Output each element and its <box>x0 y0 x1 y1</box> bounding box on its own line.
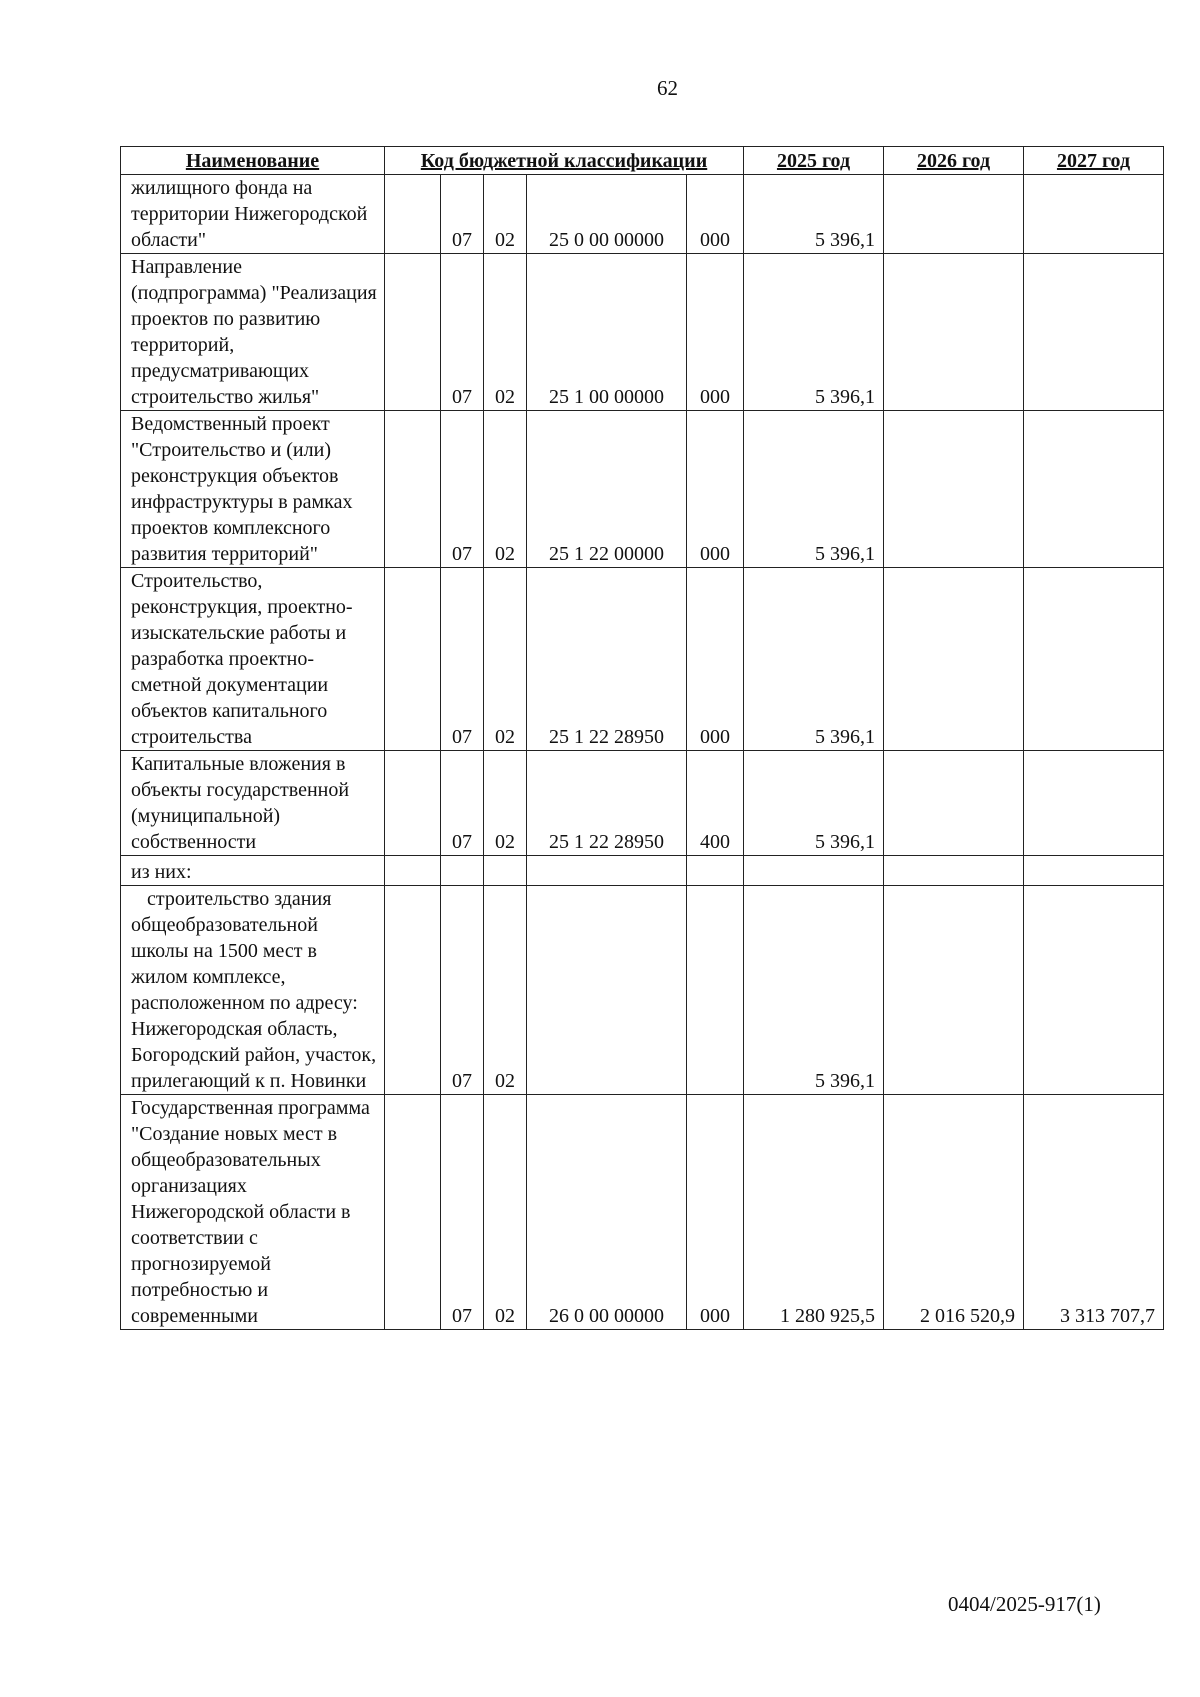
row-code-col1 <box>385 254 441 411</box>
row-section: 07 <box>441 175 484 254</box>
row-name: жилищного фонда на территории Нижегородской области" <box>121 175 385 254</box>
row-name: из них: <box>121 856 385 886</box>
row-code-col1 <box>385 886 441 1095</box>
row-subsection: 02 <box>484 254 527 411</box>
row-section: 07 <box>441 254 484 411</box>
row-target-article: 26 0 00 00000 <box>527 1095 687 1330</box>
row-value-2025: 5 396,1 <box>744 568 884 751</box>
row-expense-type: 000 <box>687 254 744 411</box>
budget-table <box>120 146 1164 1330</box>
table-row <box>121 411 1164 568</box>
row-value-2026 <box>884 886 1024 1095</box>
row-expense-type <box>687 886 744 1095</box>
row-value-2025: 5 396,1 <box>744 254 884 411</box>
row-code-col1 <box>385 1095 441 1330</box>
table-header-row <box>121 147 1164 175</box>
row-target-article: 25 1 00 00000 <box>527 254 687 411</box>
header-2027: 2027 год <box>1024 147 1164 175</box>
row-section: 07 <box>441 1095 484 1330</box>
row-section: 07 <box>441 411 484 568</box>
row-value-2025: 5 396,1 <box>744 751 884 856</box>
row-value-2026 <box>884 411 1024 568</box>
row-name: Строительство, реконструкция, проектно-изыскательские работы и разработка проектно-сметной документации объектов капитального строительства <box>121 568 385 751</box>
row-subsection: 02 <box>484 568 527 751</box>
row-value-2027 <box>1024 254 1164 411</box>
row-section: 07 <box>441 751 484 856</box>
row-expense-type: 000 <box>687 568 744 751</box>
row-target-article: 25 1 22 28950 <box>527 751 687 856</box>
row-code-col1 <box>385 856 441 886</box>
row-value-2027 <box>1024 175 1164 254</box>
row-value-2025: 5 396,1 <box>744 175 884 254</box>
row-value-2026 <box>884 856 1024 886</box>
row-subsection: 02 <box>484 886 527 1095</box>
row-value-2026 <box>884 751 1024 856</box>
table-row <box>121 254 1164 411</box>
row-expense-type: 000 <box>687 1095 744 1330</box>
row-value-2027 <box>1024 568 1164 751</box>
header-2026: 2026 год <box>884 147 1024 175</box>
row-name: Государственная программа "Создание новых мест в общеобразовательных организациях Нижегородской области в соответствии с прогнозируемой потребностью и современными <box>121 1095 385 1330</box>
row-value-2025: 5 396,1 <box>744 411 884 568</box>
row-target-article: 25 1 22 00000 <box>527 411 687 568</box>
header-name: Наименование <box>121 147 385 175</box>
row-code-col1 <box>385 175 441 254</box>
row-name: Капитальные вложения в объекты государственной (муниципальной) собственности <box>121 751 385 856</box>
document-id: 0404/2025-917(1) <box>948 1592 1101 1616</box>
row-expense-type: 400 <box>687 751 744 856</box>
page-number: 62 <box>657 76 678 100</box>
row-code-col1 <box>385 751 441 856</box>
row-value-2026 <box>884 175 1024 254</box>
row-value-2027 <box>1024 856 1164 886</box>
row-value-2027 <box>1024 886 1164 1095</box>
table-row <box>121 175 1164 254</box>
row-value-2025: 5 396,1 <box>744 886 884 1095</box>
table-row <box>121 886 1164 1095</box>
row-value-2027: 3 313 707,7 <box>1024 1095 1164 1330</box>
row-subsection: 02 <box>484 175 527 254</box>
row-subsection <box>484 856 527 886</box>
row-expense-type: 000 <box>687 411 744 568</box>
row-value-2026 <box>884 568 1024 751</box>
table-row <box>121 568 1164 751</box>
table-row <box>121 751 1164 856</box>
row-target-article: 25 1 22 28950 <box>527 568 687 751</box>
row-name: строительство здания общеобразовательной школы на 1500 мест в жилом комплексе, расположенном по адресу: Нижегородская область, Богородский район, участок, прилегающий к п. Новинки <box>121 886 385 1095</box>
row-value-2025 <box>744 856 884 886</box>
row-value-2026: 2 016 520,9 <box>884 1095 1024 1330</box>
row-expense-type <box>687 856 744 886</box>
row-value-2027 <box>1024 411 1164 568</box>
row-value-2026 <box>884 254 1024 411</box>
header-2025: 2025 год <box>744 147 884 175</box>
row-section <box>441 856 484 886</box>
table-row <box>121 1095 1164 1330</box>
row-name: Ведомственный проект "Строительство и (или) реконструкция объектов инфраструктуры в рамках проектов комплексного развития территорий" <box>121 411 385 568</box>
row-name: Направление (подпрограмма) "Реализация проектов по развитию территорий, предусматривающих строительство жилья" <box>121 254 385 411</box>
table-row <box>121 856 1164 886</box>
row-subsection: 02 <box>484 751 527 856</box>
row-subsection: 02 <box>484 1095 527 1330</box>
row-section: 07 <box>441 886 484 1095</box>
row-code-col1 <box>385 411 441 568</box>
row-value-2027 <box>1024 751 1164 856</box>
row-target-article <box>527 856 687 886</box>
row-code-col1 <box>385 568 441 751</box>
row-section: 07 <box>441 568 484 751</box>
row-expense-type: 000 <box>687 175 744 254</box>
row-target-article: 25 0 00 00000 <box>527 175 687 254</box>
row-subsection: 02 <box>484 411 527 568</box>
row-target-article <box>527 886 687 1095</box>
row-value-2025: 1 280 925,5 <box>744 1095 884 1330</box>
header-budget-code: Код бюджетной классификации <box>385 147 744 175</box>
